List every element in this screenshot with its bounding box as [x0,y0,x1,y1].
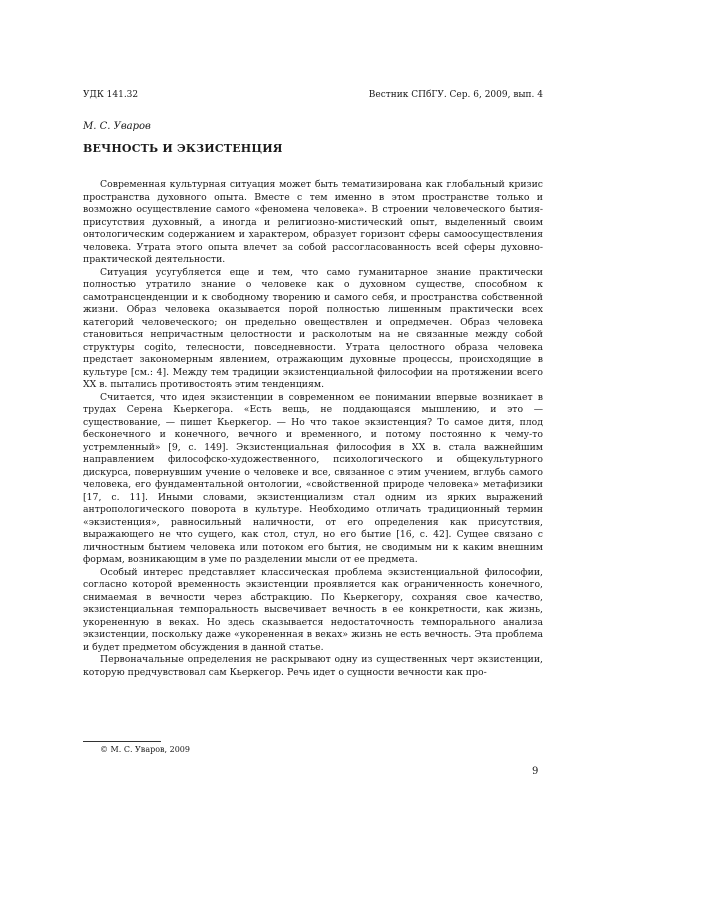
journal-reference: Вестник СПбГУ. Сер. 6, 2009, вып. 4 [368,90,543,100]
article-title: ВЕЧНОСТЬ И ЭКЗИСТЕНЦИЯ [83,142,283,155]
author-name: М. С. Уваров [83,121,151,132]
page-number: 9 [532,766,539,777]
paragraph: Современная культурная ситуация может быть тематизирована как глобальный кризис пространства духовного опыта. Вместе с тем именно в этом пространстве только и возможно осуществление самого «феномена человека». В строении человеческого бытия-присутствия духовный, а иногда и религиозно-мистический опыт, выделенный своим онтологическим содержанием и характером, образует горизонт сферы самоосуществления человека. Утрата этого опыта влечет за собой рассогласованность всей сферы духовно-практической деятельности. [83,179,543,265]
running-header [83,89,543,101]
footnote-divider [83,741,161,742]
udc-code: УДК 141.32 [83,90,139,100]
paragraph: Считается, что идея экзистенции в современном ее понимании впервые возникает в трудах Серена Кьеркегора. «Есть вещь, не поддающаяся мышлению, и это — существование, — пишет Кьеркегор. — Но что такое экзистенция? То самое дитя, плод бесконечного и конечного, вечного и временного, и потому постоянно к чему-то устремленный» [9, с. 149]. Экзистенциальная философия в XX в. стала важнейшим направлением философско-художественного, психологического и общекультурного дискурса, повернувшим учение о человеке и все, связанное с этим учением, вглубь самого человека, его фундаментальной онтологии, «свойственной природе человека» метафизики [17, с. 11]. Иными словами, экзистенциализм стал одним из ярких выражений антропологического поворота в культуре. Необходимо отличать традиционный термин «экзистенция», равносильный наличности, от его определения как присутствия, выражающего не что сущего, как стол, стул, но его бытие [16, с. 42]. Сущее связано с личностным бытием человека или потоком его бытия, не сводимым ни к каким внешним формам, возникающим в уме по разделении мысли от ее предмета. [83,391,543,565]
paragraph: Ситуация усугубляется еще и тем, что само гуманитарное знание практически полностью утратило знание о человеке как о духовном существе, способном к самотрансценденции и к свободному творению и самого себя, и пространства собственной жизни. Образ человека оказывается порой полностью лишенным практически всех категорий человеческого; он предельно овеществлен и опредмечен. Образ человека становиться непричастным целостности и расколотым на не связанные между собой структуры cogito, телесности, повседневности. Утрата целостного образа человека предстает закономерным явлением, отражающим духовные процессы, происходящие в культуре [см.: 4]. Между тем традиции экзистенциальной философии на протяжении всего XX в. пытались противостоять этим тенденциям. [83,266,544,390]
paragraph: Первоначальные определения не раскрывают одну из существенных черт экзистенции, которую предчувствовал сам Кьеркегор. Речь идет о сущности вечности как про- [83,654,543,678]
copyright-footnote: © М. С. Уваров, 2009 [100,745,190,754]
paragraph: Особый интерес представляет классическая проблема экзистенциальной философии, согласно которой временность экзистенции проявляется как ограниченность конечного, снимаемая в вечности через абстракцию. По Кьеркегору, сохраняя свое качество, экзистенциальная темпоральность высвечивает вечность в ее конкретности, как жизнь, укорененную в веках. Но здесь сказывается недостаточность темпорального анализа экзистенции, поскольку даже «укорененная в веках» жизнь не есть вечность. Эта проблема и будет предметом обсуждения в данной статье. [83,566,543,653]
article-body [83,179,543,679]
